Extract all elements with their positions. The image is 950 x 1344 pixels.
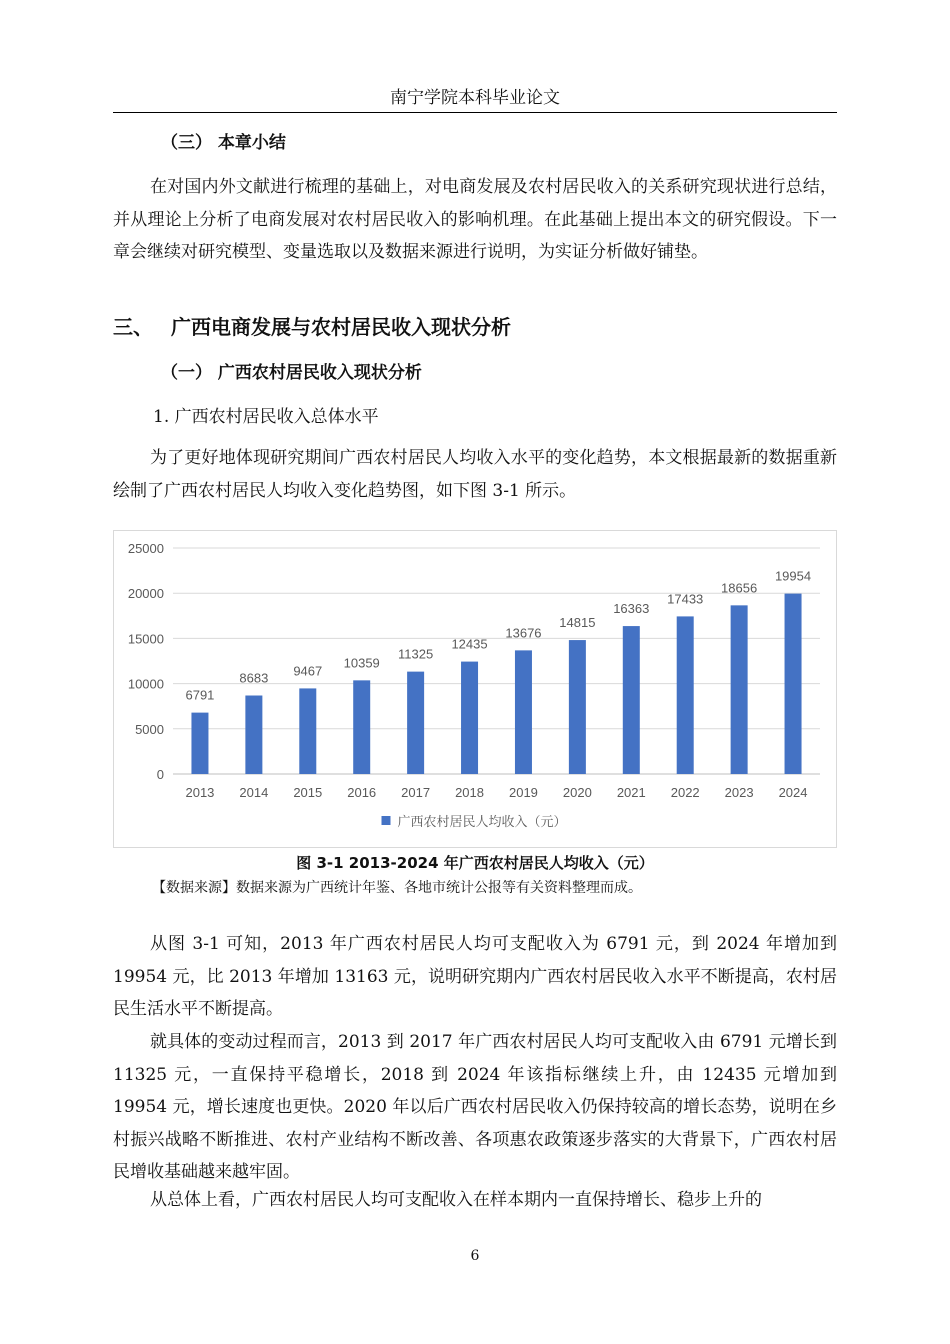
x-tick-label: 2017 bbox=[401, 785, 431, 800]
subsection-heading: （一） 广西农村居民收入现状分析 bbox=[161, 363, 422, 383]
chapter-number: 三、 bbox=[113, 315, 153, 339]
y-tick-label: 25000 bbox=[127, 541, 164, 556]
y-tick-label: 0 bbox=[156, 767, 164, 782]
y-tick-label: 15000 bbox=[127, 631, 164, 647]
data-label: 16363 bbox=[613, 601, 650, 617]
chapter-title: 广西电商发展与农村居民收入现状分析 bbox=[171, 315, 511, 339]
page-number: 6 bbox=[470, 1248, 480, 1264]
summary-paragraph-block bbox=[113, 171, 837, 269]
data-label: 17433 bbox=[667, 591, 704, 607]
y-tick-label: 10000 bbox=[127, 676, 164, 692]
y-tick-label: 20000 bbox=[127, 586, 164, 602]
data-label: 9467 bbox=[293, 663, 323, 679]
chart-svg bbox=[114, 531, 836, 847]
data-bar bbox=[299, 688, 316, 774]
x-tick-label: 2023 bbox=[724, 785, 754, 800]
x-tick-label: 2016 bbox=[347, 785, 377, 800]
legend-label: 广西农村居民人均收入（元） bbox=[397, 814, 567, 829]
data-label: 6791 bbox=[185, 687, 215, 703]
section-summary-heading: （三） 本章小结 bbox=[161, 133, 286, 153]
x-tick-label: 2019 bbox=[508, 785, 538, 800]
x-tick-label: 2022 bbox=[670, 785, 700, 800]
intro-paragraph-block bbox=[113, 442, 837, 507]
x-tick-label: 2024 bbox=[778, 785, 808, 800]
data-bar bbox=[569, 640, 586, 774]
intro-paragraph: 为了更好地体现研究期间广西农村居民人均收入水平的变化趋势，本文根据最新的数据重新绘制了广西农村居民人均收入变化趋势图，如下图 3-1 所示。 bbox=[113, 448, 837, 501]
summary-paragraph: 在对国内外文献进行梳理的基础上，对电商发展及农村居民收入的关系研究现状进行总结，并从理论上分析了电商发展对农村居民收入的影响机理。在此基础上提出本文的研究假设。下一章会继续对研究模型、变量选取以及数据来源进行说明，为实证分析做好铺垫。 bbox=[113, 177, 837, 262]
subsubsection-heading: 1. 广西农村居民收入总体水平 bbox=[153, 407, 379, 427]
data-label: 18656 bbox=[721, 580, 758, 596]
data-bar bbox=[353, 680, 370, 774]
body-paragraph-1-block bbox=[113, 928, 837, 1026]
x-tick-label: 2013 bbox=[185, 785, 215, 800]
data-bar bbox=[191, 713, 208, 774]
x-tick-label: 2020 bbox=[562, 785, 592, 800]
chapter-heading bbox=[113, 311, 511, 340]
body-paragraph-2: 就具体的变动过程而言，2013 到 2017 年广西农村居民人均可支配收入由 6791 元增长到 11325 元，一直保持平稳增长，2018 到 2024 年该指标继续上升，由 12435 元增加到 19954 元，增长速度也更快。2020 年以后广西农村居民收入仍保持较高的增长态势，说明在乡村振兴战略不断推进、农村产业结构不断改善、各项惠农政策逐步落实的大背景下，广西农村居民增收基础越来越牢固。 bbox=[113, 1032, 837, 1182]
data-bar bbox=[245, 696, 262, 774]
data-label: 8683 bbox=[239, 670, 269, 686]
income-bar-chart bbox=[113, 530, 837, 848]
data-bar bbox=[785, 594, 802, 774]
data-label: 14815 bbox=[559, 615, 596, 631]
y-tick-label: 5000 bbox=[135, 721, 164, 737]
figure-caption: 图 3-1 2013-2024 年广西农村居民人均收入（元） bbox=[296, 854, 654, 872]
data-label: 11325 bbox=[398, 646, 434, 662]
x-tick-label: 2015 bbox=[293, 785, 323, 800]
body-paragraph-1: 从图 3-1 可知，2013 年广西农村居民人均可支配收入为 6791 元，到 2024 年增加到 19954 元，比 2013 年增加 13163 元，说明研究期内广西农村居民收入水平不断提高，农村居民生活水平不断提高。 bbox=[113, 934, 837, 1019]
figure-source-note: 【数据来源】数据来源为广西统计年鉴、各地市统计公报等有关资料整理而成。 bbox=[152, 880, 642, 896]
data-bar bbox=[461, 662, 478, 774]
data-bar bbox=[623, 626, 640, 774]
body-paragraph-3: 从总体上看，广西农村居民人均可支配收入在样本期内一直保持增长、稳步上升的 bbox=[150, 1190, 762, 1210]
body-paragraph-3-block bbox=[113, 1184, 837, 1217]
legend-swatch bbox=[382, 816, 391, 825]
page-header: 南宁学院本科毕业论文 bbox=[113, 84, 837, 113]
data-bar bbox=[731, 605, 748, 774]
data-bar bbox=[407, 672, 424, 774]
x-tick-label: 2021 bbox=[616, 785, 646, 800]
x-tick-label: 2014 bbox=[239, 785, 269, 800]
data-label: 10359 bbox=[343, 655, 380, 671]
data-bar bbox=[677, 616, 694, 774]
data-bar bbox=[515, 650, 532, 774]
data-label: 13676 bbox=[505, 625, 542, 641]
body-paragraph-2-block bbox=[113, 1026, 837, 1189]
x-tick-label: 2018 bbox=[455, 785, 485, 800]
data-label: 12435 bbox=[451, 636, 488, 652]
data-label: 19954 bbox=[774, 568, 812, 584]
